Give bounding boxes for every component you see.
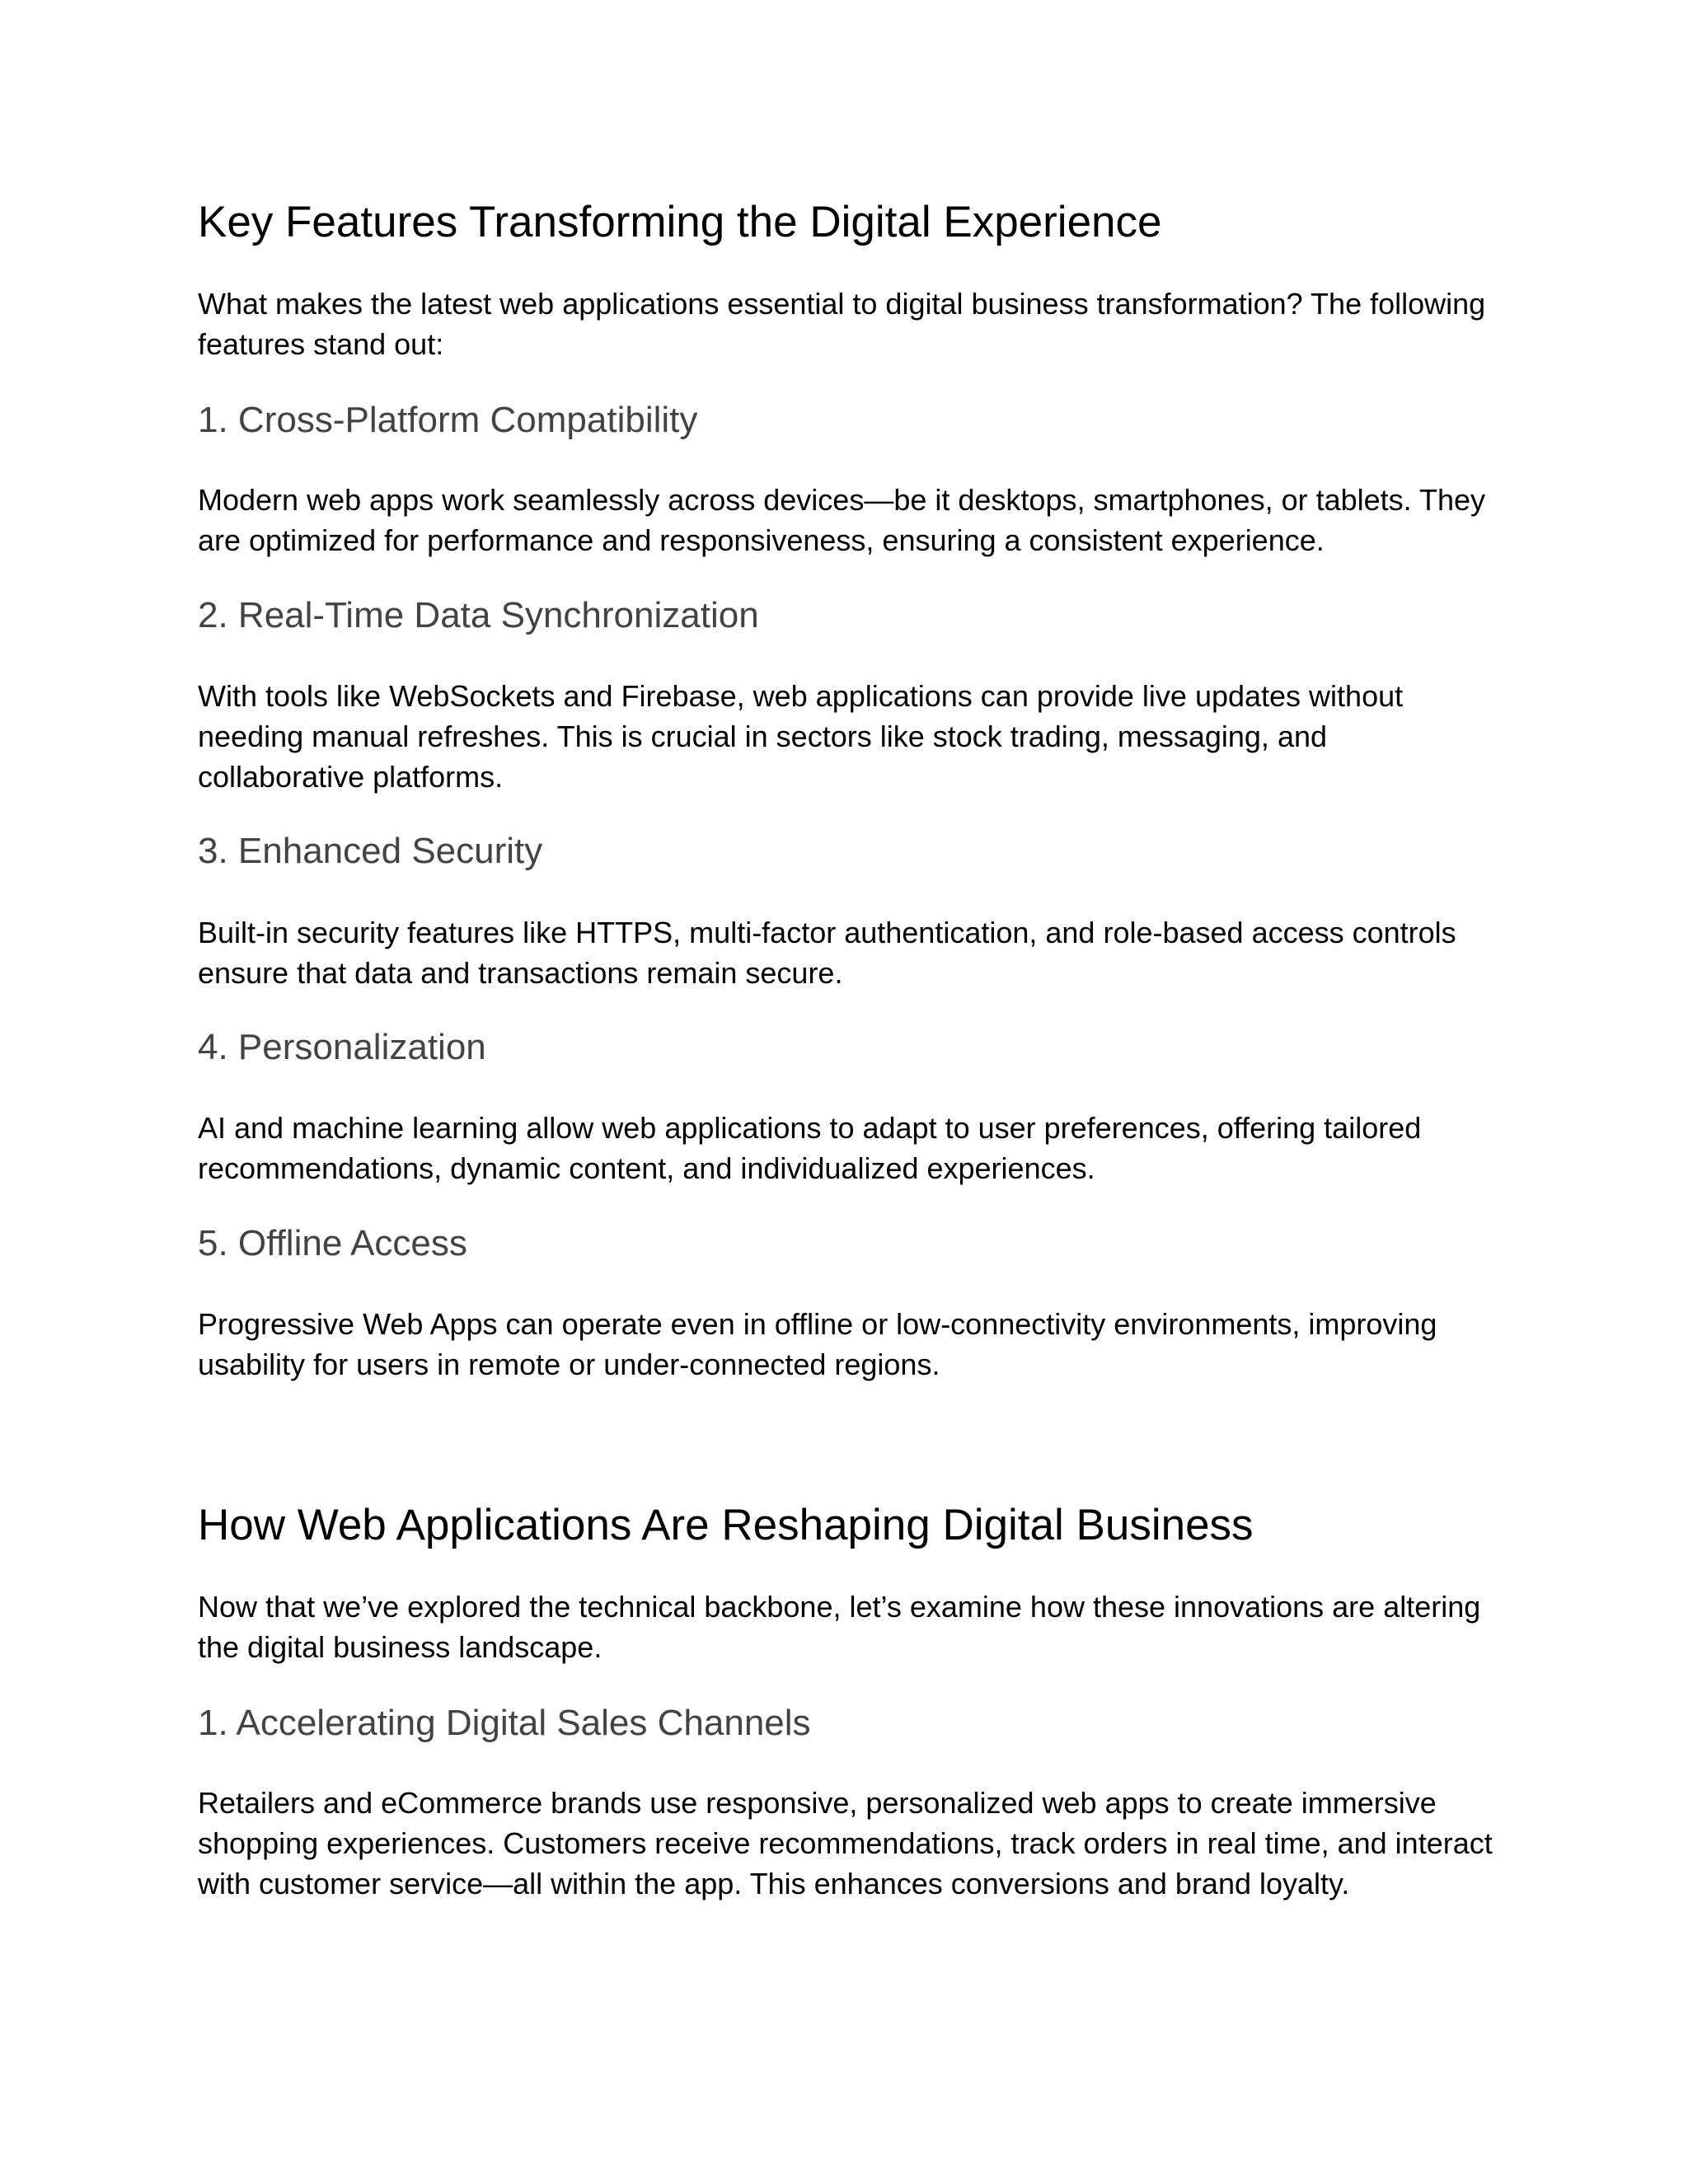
section-heading-key-features: Key Features Transforming the Digital Experience xyxy=(198,198,1162,246)
feature-body-personalization: AI and machine learning allow web applications to adapt to user preferences, offering tailored recommendations, dynamic content, and individualized experiences. xyxy=(198,1111,1422,1185)
feature-heading-real-time-sync: 2. Real-Time Data Synchronization xyxy=(198,595,759,635)
item-heading-digital-sales: 1. Accelerating Digital Sales Channels xyxy=(198,1703,811,1743)
feature-heading-offline-access: 5. Offline Access xyxy=(198,1223,467,1263)
section-intro-reshaping-business: Now that we’ve explored the technical backbone, let’s examine how these innovations are altering the digital business landscape. xyxy=(198,1590,1481,1664)
feature-body-cross-platform: Modern web apps work seamlessly across devices—be it desktops, smartphones, or tablets. They are optimized for performance and responsiveness, ensuring a consistent experience. xyxy=(198,483,1486,557)
feature-heading-security: 3. Enhanced Security xyxy=(198,831,543,871)
feature-body-offline-access: Progressive Web Apps can operate even in offline or low-connectivity environments, improving usability for users in remote or under-connected regions. xyxy=(198,1307,1437,1381)
feature-heading-personalization: 4. Personalization xyxy=(198,1027,486,1067)
section-heading-reshaping-business: How Web Applications Are Reshaping Digital Business xyxy=(198,1501,1254,1549)
feature-body-security: Built-in security features like HTTPS, multi-factor authentication, and role-based access controls ensure that data and transactions remain secure. xyxy=(198,916,1456,990)
section-intro-key-features: What makes the latest web applications essential to digital business transformation? The following features stand out: xyxy=(198,287,1486,361)
feature-body-real-time-sync: With tools like WebSockets and Firebase, web applications can provide live updates without needing manual refreshes. This is crucial in sectors like stock trading, messaging, and collaborative platforms. xyxy=(198,679,1404,794)
feature-heading-cross-platform: 1. Cross-Platform Compatibility xyxy=(198,400,698,440)
item-body-digital-sales: Retailers and eCommerce brands use responsive, personalized web apps to create immersive shopping experiences. Customers receive recommendations, track orders in real time, and interact with customer service—all within the app. This enhances conversions and brand loyalty. xyxy=(198,1786,1493,1900)
